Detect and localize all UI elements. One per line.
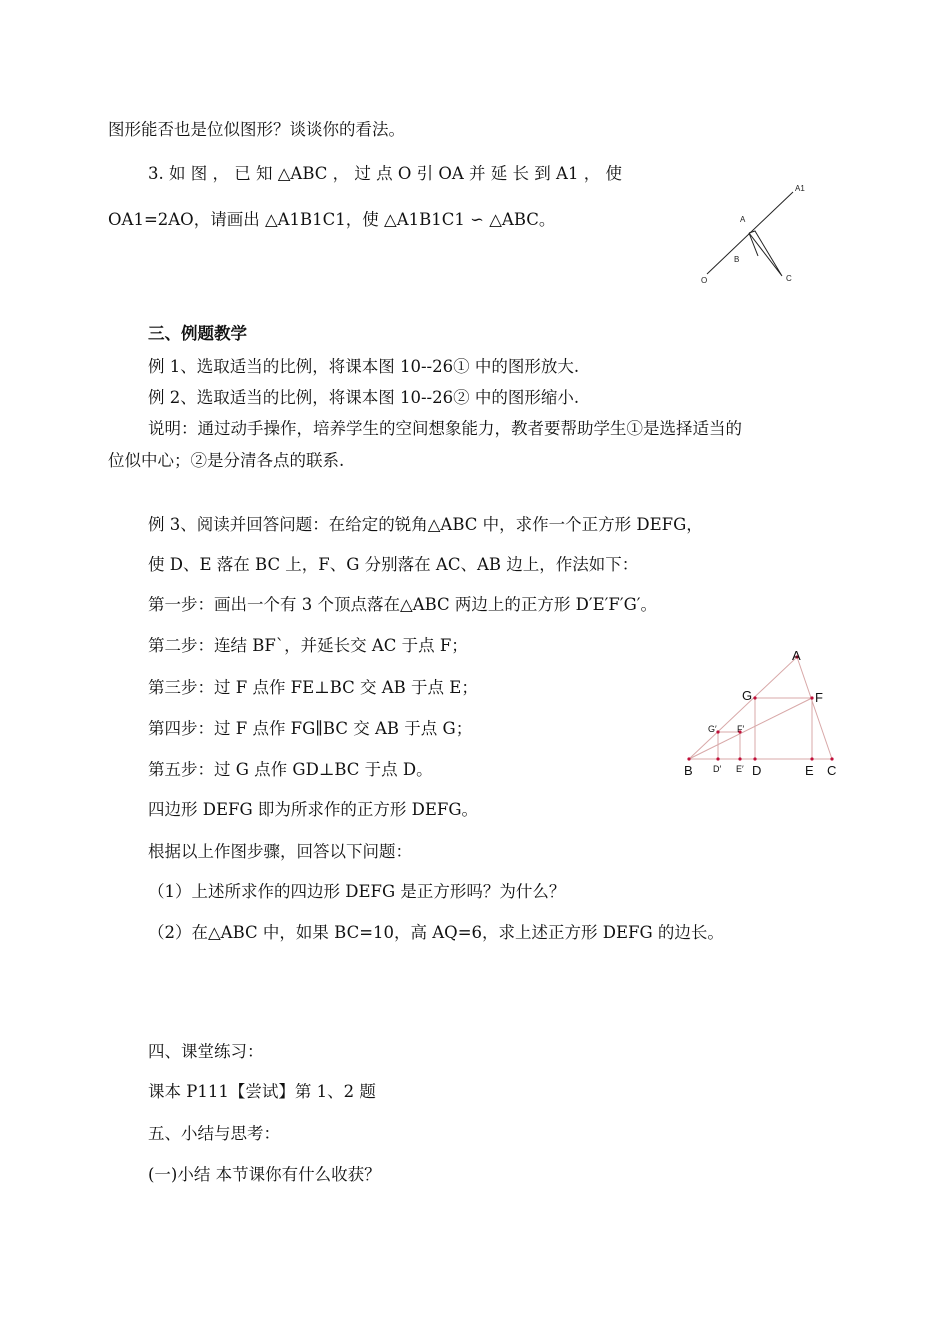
segment-ab (749, 233, 758, 256)
dot-b (687, 757, 690, 760)
text-line-ex1: 例 1、选取适当的比例，将课本图 10--26① 中的图形放大. (148, 357, 580, 376)
text-line-questions-intro: 根据以上作图步骤，回答以下问题： (148, 842, 412, 861)
text-line-note-2: 位似中心；②是分清各点的联系. (108, 451, 345, 470)
text-line-question-1: （1）上述所求作的四边形 DEFG 是正方形吗？为什么？ (148, 882, 566, 901)
text-line-note-1: 说明：通过动手操作，培养学生的空间想象能力，教者要帮助学生①是选择适当的 (148, 419, 742, 438)
label-f-2: F (815, 690, 823, 705)
text-line-summary: (一)小结 本节课你有什么收获？ (148, 1165, 381, 1184)
label-o: O (701, 276, 708, 285)
dot-g-prime (716, 730, 719, 733)
figure-triangle-abc (695, 178, 815, 288)
label-f-prime: F′ (737, 724, 745, 734)
text-line-question-2: （2）在△ABC 中，如果 BC=10，高 AQ=6，求上述正方形 DEFG 的边长。 (148, 923, 724, 942)
dot-e (810, 757, 813, 760)
label-c: C (786, 274, 792, 283)
text-line-result: 四边形 DEFG 即为所求作的正方形 DEFG。 (148, 800, 479, 819)
dot-g (753, 696, 756, 699)
text-line-step-5: 第五步：过 G 点作 GD⊥BC 于点 D。 (148, 760, 433, 779)
figure-square-construction (680, 640, 850, 782)
text-line-ex3: 例 3、阅读并回答问题：在给定的锐角△ABC 中，求作一个正方形 DEFG， (148, 515, 703, 534)
text-line-3: OA1=2AO，请画出 △A1B1C1，使 △A1B1C1 ∽ △ABC。 (108, 210, 556, 229)
dot-d-prime (716, 757, 719, 760)
dot-e-prime (738, 757, 741, 760)
triangle-abc-2 (689, 657, 832, 759)
text-line-step-1: 第一步：画出一个有 3 个顶点落在△ABC 两边上的正方形 D′E′F′G′。 (148, 595, 658, 614)
section-heading-practice: 四、课堂练习： (148, 1042, 264, 1061)
text-line-practice: 课本 P111【尝试】第 1、2 题 (148, 1082, 376, 1101)
section-heading-summary: 五、小结与思考： (148, 1124, 280, 1143)
label-a1: A1 (795, 184, 805, 193)
label-g-2: G (742, 688, 753, 703)
square-d-prime-e-prime-f-prime-g-prime (718, 732, 740, 759)
text-line-2: 3. 如 图 ， 已 知 △ABC ， 过 点 O 引 OA 并 延 长 到 A1 ， 使 (148, 164, 622, 183)
text-line-step-3: 第三步：过 F 点作 FE⊥BC 交 AB 于点 E； (148, 678, 478, 697)
label-e-prime: E′ (736, 764, 744, 774)
triangle-abc (749, 231, 782, 276)
label-a: A (740, 215, 746, 224)
label-b: B (734, 255, 740, 264)
label-c-2: C (827, 763, 837, 778)
dot-f (810, 696, 813, 699)
dot-d (753, 757, 756, 760)
label-e-2: E (805, 763, 814, 778)
text-line-1: 图形能否也是位似图形？谈谈你的看法。 (108, 120, 405, 139)
label-g-prime: G′ (708, 724, 717, 734)
text-line-ex2: 例 2、选取适当的比例，将课本图 10--26② 中的图形缩小. (148, 388, 580, 407)
text-line-step-2: 第二步：连结 BF`，并延长交 AC 于点 F； (148, 636, 468, 655)
text-line-step-4: 第四步：过 F 点作 FG∥BC 交 AB 于点 G； (148, 719, 473, 738)
text-line-ex3-cont: 使 D、E 落在 BC 上，F、G 分别落在 AC、AB 边上，作法如下： (148, 555, 639, 574)
label-a-2: A (792, 648, 801, 663)
section-heading-examples: 三、例题教学 (148, 324, 247, 343)
square-defg (755, 698, 812, 759)
dot-c (830, 757, 833, 760)
label-d-2: D (752, 763, 762, 778)
label-d-prime: D′ (713, 764, 722, 774)
label-b-2: B (684, 763, 693, 778)
